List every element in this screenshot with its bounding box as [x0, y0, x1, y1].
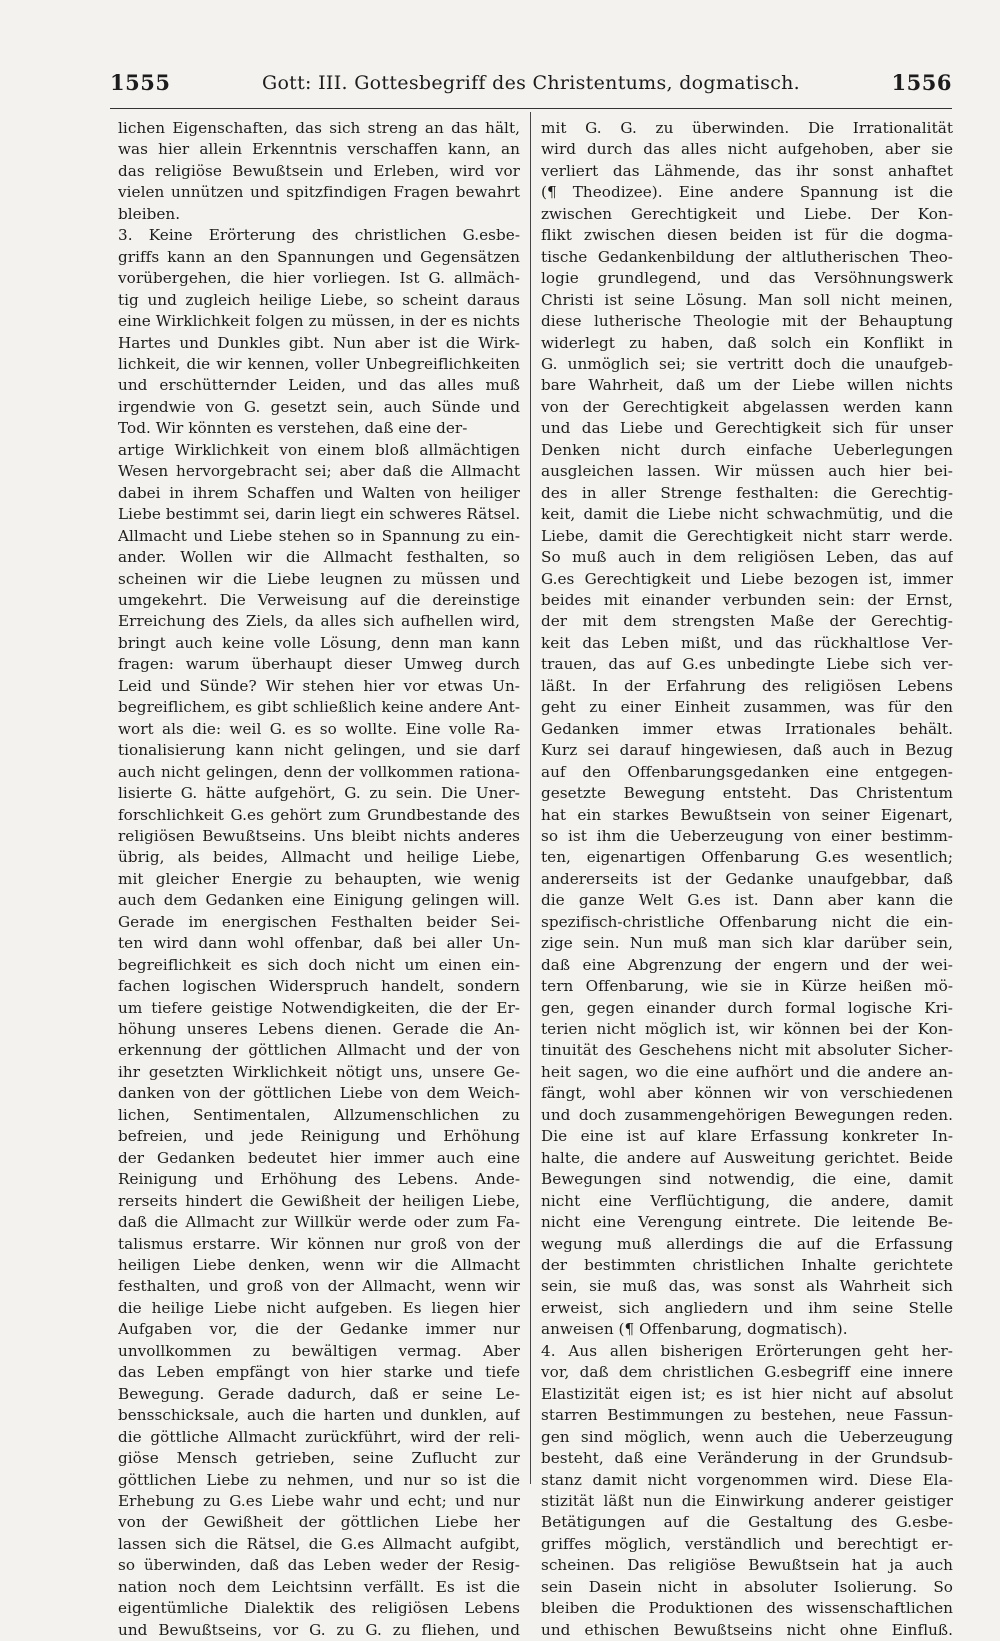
text-line: läßt. In der Erfahrung des religiösen Lebens	[541, 676, 953, 695]
text-line: eine Wirklichkeit folgen zu müssen, in der es nichts	[118, 312, 520, 331]
text-line: danken von der göttlichen Liebe von dem Weich-	[118, 1084, 520, 1103]
text-line: befreien, und jede Reinigung und Erhöhung	[118, 1127, 520, 1146]
text-line: gen, gegen einander durch formal logische Kri-	[541, 998, 953, 1017]
text-line: zwischen Gerechtigkeit und Liebe. Der Kon-	[541, 204, 953, 223]
text-line: logie grundlegend, und das Versöhnungswerk	[541, 269, 953, 288]
text-line: Wesen hervorgebracht sei; aber daß die Allmacht	[118, 462, 520, 481]
text-line: göttlichen Liebe zu nehmen, und nur so ist die	[118, 1470, 520, 1489]
text-line: tische Gedankenbildung der altlutherischen Theo-	[541, 247, 953, 266]
text-line: keit, damit die Liebe nicht schwachmütig, und die	[541, 505, 953, 524]
text-line: vorübergehen, die hier vorliegen. Ist G. allmäch-	[118, 269, 520, 288]
text-line: mit G. G. zu überwinden. Die Irrationalität	[541, 119, 953, 137]
text-line: ausgleichen lassen. Wir müssen auch hier bei-	[541, 462, 953, 481]
running-head: Gott: III. Gottesbegriff des Christentums, dogmatisch.	[261, 72, 801, 94]
text-line: bringt auch keine volle Lösung, denn man kann	[118, 633, 520, 652]
text-line: nation noch dem Leichtsinn verfällt. Es ist die	[118, 1577, 520, 1596]
text-line: eigentümliche Dialektik des religiösen Lebens	[118, 1599, 520, 1618]
text-line: scheinen wir die Liebe leugnen zu müssen und	[118, 569, 520, 588]
text-line: Leid und Sünde? Wir stehen hier vor etwas Un-	[118, 676, 520, 695]
text-line: Gedanken immer etwas Irrationales behält.	[541, 719, 953, 738]
text-line: terien nicht möglich ist, wir können bei der Kon-	[541, 1020, 953, 1039]
text-line: die heilige Liebe nicht aufgeben. Es liegen hier	[118, 1298, 520, 1317]
text-line: andererseits ist der Gedanke unaufgebbar, daß	[541, 869, 953, 888]
text-line: das Leben empfängt von hier starke und tiefe	[118, 1363, 520, 1382]
text-line: Tod. Wir könnten es verstehen, daß eine der-	[118, 419, 468, 438]
text-line: gen sind möglich, wenn auch die Ueberzeugung	[541, 1427, 953, 1446]
header-rule	[110, 108, 952, 109]
text-line: lichkeit, die wir kennen, voller Unbegreiflichkeiten	[118, 354, 520, 373]
text-line: fängt, wohl aber können wir von verschiedenen	[541, 1084, 953, 1103]
text-line: wegung muß allerdings die auf die Erfassung	[541, 1234, 953, 1253]
text-line: Liebe, damit die Gerechtigkeit nicht starr werde.	[541, 526, 953, 545]
text-line: anweisen (¶ Offenbarung, dogmatisch).	[541, 1320, 848, 1339]
text-line: beides mit einander verbunden sein: der Ernst,	[541, 590, 953, 609]
text-line: Denken nicht durch einfache Ueberlegungen	[541, 440, 953, 459]
text-line: griffes möglich, verständlich und berechtigt er-	[541, 1534, 953, 1553]
text-line: diese lutherische Theologie mit der Behauptung	[541, 312, 953, 331]
text-line: 4. Aus allen bisherigen Erörterungen geht her-	[541, 1341, 953, 1360]
text-line: besteht, daß eine Veränderung in der Grundsub-	[541, 1449, 953, 1468]
text-line: Kurz sei darauf hingewiesen, daß auch in Bezug	[541, 741, 953, 760]
text-line: lichen, Sentimentalen, Allzumenschlichen zu	[118, 1105, 520, 1124]
text-line: lassen sich die Rätsel, die G.es Allmacht aufgibt,	[118, 1534, 520, 1553]
text-line: und doch zusammengehörigen Bewegungen reden.	[541, 1105, 953, 1124]
text-line: sein Dasein nicht in absoluter Isolierung. So	[541, 1577, 953, 1596]
text-line: daß die Allmacht zur Willkür werde oder zum Fa-	[118, 1213, 520, 1232]
text-line: tern Offenbarung, wie sie in Kürze heißen mö-	[541, 977, 953, 996]
text-line: widerlegt zu haben, daß solch ein Konflikt in	[541, 333, 953, 352]
page-header	[110, 70, 952, 104]
text-line: Elastizität eigen ist; es ist hier nicht auf absolut	[541, 1384, 953, 1403]
text-line: dabei in ihrem Schaffen und Walten von heiliger	[118, 483, 520, 502]
text-line: höhung unseres Lebens dienen. Gerade die An-	[118, 1020, 520, 1039]
text-line: halte, die andere auf Ausweitung gerichtet. Beide	[541, 1148, 953, 1167]
text-line: ten wird dann wohl offenbar, daß bei aller Un-	[118, 934, 520, 953]
right-column	[541, 118, 953, 1641]
text-line: fragen: warum überhaupt dieser Umweg durch	[118, 655, 520, 674]
text-line: zige sein. Nun muß man sich klar darüber sein,	[541, 934, 953, 953]
text-line: trauen, das auf G.es unbedingte Liebe sich ver-	[541, 655, 953, 674]
text-line: und erschütternder Leiden, und das alles muß	[118, 376, 520, 395]
text-line: ihr gesetzten Wirklichkeit nötigt uns, unsere Ge-	[118, 1062, 520, 1081]
text-line: daß eine Abgrenzung der engern und der wei-	[541, 955, 953, 974]
text-line: begreiflichem, es gibt schließlich keine andere Ant-	[118, 698, 520, 717]
text-line: 3. Keine Erörterung des christlichen G.esbe-	[118, 226, 520, 245]
text-line: flikt zwischen diesen beiden ist für die dogma-	[541, 226, 953, 245]
text-line: hat ein starkes Bewußtsein von seiner Eigenart,	[541, 805, 953, 824]
text-line: des in aller Strenge festhalten: die Gerechtig-	[541, 483, 953, 502]
text-line: erweist, sich angliedern und ihm seine Stelle	[541, 1298, 953, 1317]
text-line: die ganze Welt G.es ist. Dann aber kann die	[541, 891, 953, 910]
text-line: um tiefere geistige Notwendigkeiten, die der Er-	[118, 998, 520, 1017]
text-line: keit das Leben mißt, und das rückhaltlose Ver-	[541, 633, 953, 652]
text-line: mit gleicher Energie zu behaupten, wie wenig	[118, 869, 520, 888]
text-line: Reinigung und Erhöhung des Lebens. Ande-	[118, 1170, 520, 1189]
text-line: Betätigungen auf die Gestaltung des G.esbe-	[541, 1513, 953, 1532]
text-line: so überwinden, daß das Leben weder der Resig-	[118, 1556, 520, 1575]
text-line: fachen logischen Widerspruch handelt, sondern	[118, 977, 520, 996]
text-line: und ethischen Bewußtseins nicht ohne Einfluß.	[541, 1620, 953, 1639]
text-line: Die eine ist auf klare Erfassung konkreter In-	[541, 1127, 953, 1146]
text-line: lichen Eigenschaften, das sich streng an das hält,	[118, 119, 520, 137]
text-line: der Gedanken bedeutet hier immer auch eine	[118, 1148, 520, 1167]
text-line: tionalisierung kann nicht gelingen, und sie darf	[118, 741, 520, 760]
text-line: von der Gewißheit der göttlichen Liebe her	[118, 1513, 520, 1532]
text-line: übrig, als beides, Allmacht und heilige Liebe,	[118, 848, 520, 867]
text-line: irgendwie von G. gesetzt sein, auch Sünde und	[118, 397, 520, 416]
text-line: begreiflichkeit es sich doch nicht um einen ein-	[118, 955, 520, 974]
text-line: Aufgaben vor, die der Gedanke immer nur	[118, 1320, 520, 1339]
text-line: Erreichung des Ziels, da alles sich aufhellen wird,	[118, 612, 520, 631]
text-line: (¶ Theodizee). Eine andere Spannung ist die	[541, 183, 953, 202]
text-line: was hier allein Erkenntnis verschaffen kann, an	[118, 140, 520, 159]
text-line: bensschicksale, auch die harten und dunklen, auf	[118, 1406, 520, 1425]
text-line: heiligen Liebe denken, wenn wir die Allmacht	[118, 1256, 520, 1275]
text-line: geht zu einer Einheit zusammen, was für den	[541, 698, 953, 717]
left-column	[118, 118, 520, 1641]
text-line: wort als die: weil G. es so wollte. Eine volle Ra-	[118, 719, 520, 738]
text-line: bare Wahrheit, daß um der Liebe willen nichts	[541, 376, 953, 395]
text-line: vor, daß dem christlichen G.esbegriff eine innere	[541, 1363, 953, 1382]
text-line: G.es Gerechtigkeit und Liebe bezogen ist, immer	[541, 569, 953, 588]
text-line: Bewegung. Gerade dadurch, daß er seine Le-	[118, 1384, 520, 1403]
text-line: auf den Offenbarungsgedanken eine entgegen-	[541, 762, 953, 781]
text-line: Erhebung zu G.es Liebe wahr und echt; und nur	[118, 1492, 520, 1510]
text-line: Bewegungen sind notwendig, die eine, damit	[541, 1170, 953, 1189]
text-line: das religiöse Bewußtsein und Erleben, wird vor	[118, 161, 520, 180]
page-number-right: 1556	[891, 70, 952, 95]
text-line: verliert das Lähmende, das ihr sonst anhaftet	[541, 161, 953, 180]
text-line: vielen unnützen und spitzfindigen Fragen bewahrt	[118, 183, 520, 202]
text-line: ten, eigenartigen Offenbarung G.es wesentlich;	[541, 848, 953, 867]
text-line: sein, sie muß das, was sonst als Wahrheit sich	[541, 1277, 953, 1296]
text-line: Gerade im energischen Festhalten beider Sei-	[118, 912, 520, 931]
text-line: der mit dem strengsten Maße der Gerechtig-	[541, 612, 953, 631]
text-line: festhalten, und groß von der Allmacht, wenn wir	[118, 1277, 520, 1296]
text-line: bleiben die Produktionen des wissenschaftlichen	[541, 1599, 953, 1618]
text-line: umgekehrt. Die Verweisung auf die dereinstige	[118, 590, 520, 609]
text-line: nicht eine Verflüchtigung, die andere, damit	[541, 1191, 953, 1210]
text-line: bleiben.	[118, 204, 181, 223]
text-line: scheinen. Das religiöse Bewußtsein hat ja auch	[541, 1556, 953, 1575]
text-line: so ist ihm die Ueberzeugung von einer bestimm-	[541, 826, 953, 845]
text-line: von der Gerechtigkeit abgelassen werden kann	[541, 397, 953, 416]
text-line: auch dem Gedanken eine Einigung gelingen will.	[118, 891, 520, 910]
text-line: und das Liebe und Gerechtigkeit sich für unser	[541, 419, 953, 438]
text-line: lisierte G. hätte aufgehört, G. zu sein. Die Uner-	[118, 784, 520, 803]
text-line: forschlichkeit G.es gehört zum Grundbestande des	[118, 805, 520, 824]
text-line: spezifisch-christliche Offenbarung nicht die ein-	[541, 912, 953, 931]
text-line: nicht eine Verengung eintrete. Die leitende Be-	[541, 1213, 953, 1232]
column-divider	[530, 112, 531, 1484]
text-line: und Bewußtseins, vor G. zu G. zu fliehen, und	[118, 1620, 520, 1639]
text-line: religiösen Bewußtseins. Uns bleibt nichts anderes	[118, 826, 520, 845]
text-line: unvollkommen zu bewältigen vermag. Aber	[118, 1341, 520, 1360]
text-line: wird durch das alles nicht aufgehoben, aber sie	[541, 140, 953, 159]
text-line: der bestimmten christlichen Inhalte gerichtete	[541, 1256, 953, 1275]
page-number-left: 1555	[110, 70, 171, 95]
text-line: rerseits hindert die Gewißheit der heiligen Liebe,	[118, 1191, 520, 1210]
text-line: griffs kann an den Spannungen und Gegensätzen	[118, 247, 520, 266]
text-line: stizität läßt nun die Einwirkung anderer geistiger	[541, 1492, 953, 1510]
text-line: talismus erstarre. Wir können nur groß von der	[118, 1234, 520, 1253]
text-line: erkennung der göttlichen Allmacht und der von	[118, 1041, 520, 1060]
text-line: G. unmöglich sei; sie vertritt doch die unaufgeb-	[541, 354, 953, 373]
text-line: tinuität des Geschehens nicht mit absoluter Sicher-	[541, 1041, 953, 1060]
text-line: auch nicht gelingen, denn der vollkommen rationa-	[118, 762, 520, 781]
text-line: gesetzte Bewegung entsteht. Das Christentum	[541, 784, 953, 803]
text-line: artige Wirklichkeit von einem bloß allmächtigen	[118, 440, 520, 459]
text-line: starren Bestimmungen zu bestehen, neue Fassun-	[541, 1406, 953, 1425]
text-line: Allmacht und Liebe stehen so in Spannung zu ein-	[118, 526, 520, 545]
text-line: Liebe bestimmt sei, darin liegt ein schweres Rätsel.	[118, 505, 520, 524]
text-line: stanz damit nicht vorgenommen wird. Diese Ela-	[541, 1470, 953, 1489]
text-line: Hartes und Dunkles gibt. Nun aber ist die Wirk-	[118, 333, 520, 352]
text-line: So muß auch in dem religiösen Leben, das auf	[541, 548, 953, 567]
text-line: heit sagen, wo die eine aufhört und die andere an-	[541, 1062, 953, 1081]
text-line: giöse Mensch getrieben, seine Zuflucht zur	[118, 1449, 520, 1468]
text-line: die göttliche Allmacht zurückführt, wird der reli-	[118, 1427, 520, 1446]
text-line: tig und zugleich heilige Liebe, so scheint daraus	[118, 290, 520, 309]
text-line: Christi ist seine Lösung. Man soll nicht meinen,	[541, 290, 953, 309]
text-line: ander. Wollen wir die Allmacht festhalten, so	[118, 548, 520, 567]
